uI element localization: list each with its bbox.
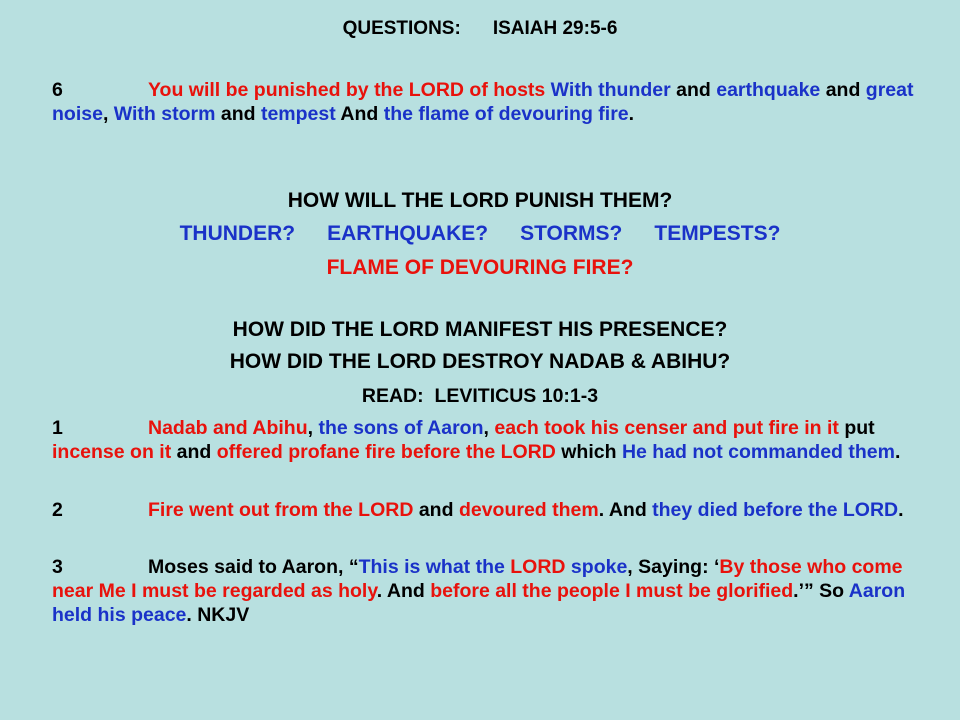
verse-segment: spoke (565, 556, 628, 578)
verse-segment: and (413, 499, 459, 521)
answer-tempests: TEMPESTS? (654, 222, 781, 245)
verse-text (148, 499, 904, 521)
verse-text (52, 417, 900, 463)
verse-segment: Moses said to Aaron, “ (148, 556, 359, 578)
verse-segment: of hosts (464, 79, 551, 101)
verse-segment: He had not commanded them (621, 441, 895, 463)
question-punish: HOW WILL THE LORD PUNISH THEM? (287, 189, 673, 212)
verse-segment: . And (376, 580, 431, 602)
verse-segment: And (335, 103, 384, 125)
answer-flame: FLAME OF DEVOURING FIRE? (326, 256, 634, 279)
verse-segment: each took his censer and put fire in it (494, 417, 839, 439)
verse-segment: With thunder (550, 79, 671, 101)
verse-segment: LORD (408, 79, 464, 101)
verse-text (52, 79, 913, 125)
verse-segment: and (670, 79, 717, 101)
verse-isaiah-6 (52, 78, 922, 126)
verse-segment: . NKJV (186, 604, 250, 626)
verse-segment: Aaron held his peace (52, 580, 906, 626)
verse-segment: earthquake (716, 79, 821, 101)
verse-segment: the sons of Aaron (318, 417, 484, 439)
verse-segment: and (215, 103, 261, 125)
verse-leviticus-2 (52, 498, 922, 522)
title-reference: ISAIAH 29:5-6 (492, 18, 618, 39)
verse-segment: and (171, 441, 217, 463)
verse-segment: incense on it (52, 441, 172, 463)
verse-segment: , (483, 417, 495, 439)
verse-segment: , (307, 417, 319, 439)
verse-segment: . (898, 499, 904, 521)
verse-segment: Nadab and Abihu (148, 417, 308, 439)
verse-segment: tempest (260, 103, 336, 125)
verse-segment: before all the people I must be glorified (430, 580, 794, 602)
verse-segment: LORD (842, 499, 899, 521)
read-reference (0, 384, 960, 408)
verse-segment: . (628, 103, 635, 125)
verse-segment: offered profane fire before the LORD (216, 441, 556, 463)
question-presence: HOW DID THE LORD MANIFEST HIS PRESENCE? (232, 318, 728, 341)
verse-segment: they died before the (652, 499, 843, 521)
verse-segment: LORD (358, 499, 414, 521)
verse-segment: devoured them (458, 499, 599, 521)
verse-segment: LORD (510, 556, 566, 578)
answer-earthquake: EARTHQUAKE? (327, 222, 489, 245)
answer-thunder: THUNDER? (179, 222, 296, 245)
verse-leviticus-1 (52, 416, 922, 464)
verse-segment: which (555, 441, 622, 463)
question-destroy: HOW DID THE LORD DESTROY NADAB & ABIHU? (229, 350, 731, 373)
read-label: READ: (361, 385, 424, 407)
verse-segment: the flame of devouring fire (383, 103, 629, 125)
verse-segment: , (102, 103, 114, 125)
verse-segment: With storm (113, 103, 216, 125)
verse-segment: and (820, 79, 866, 101)
read-passage: LEVITICUS 10:1-3 (434, 385, 599, 407)
verse-number: 6 (52, 79, 63, 101)
verse-segment: great noise (52, 79, 914, 125)
verse-leviticus-3 (52, 555, 922, 627)
verse-number: 2 (52, 499, 63, 521)
verse-segment: . And (598, 499, 653, 521)
answer-storms: STORMS? (520, 222, 623, 245)
verse-text (52, 556, 905, 626)
slide-title (0, 18, 960, 40)
verse-segment: By those who come near Me I must be regarded as holy (52, 556, 903, 602)
verse-segment: , Saying: ‘ (627, 556, 720, 578)
verse-number: 1 (52, 417, 63, 439)
verse-segment: This is what the (358, 556, 511, 578)
verse-number: 3 (52, 556, 63, 578)
verse-segment: . (894, 441, 901, 463)
verse-segment: put (838, 417, 875, 439)
verse-segment: Fire went out from the (148, 499, 359, 521)
answers-row (0, 222, 960, 246)
verse-segment: .’” So (793, 580, 849, 602)
title-label: QUESTIONS: (342, 18, 461, 39)
verse-segment: You will be punished by the (148, 79, 409, 101)
